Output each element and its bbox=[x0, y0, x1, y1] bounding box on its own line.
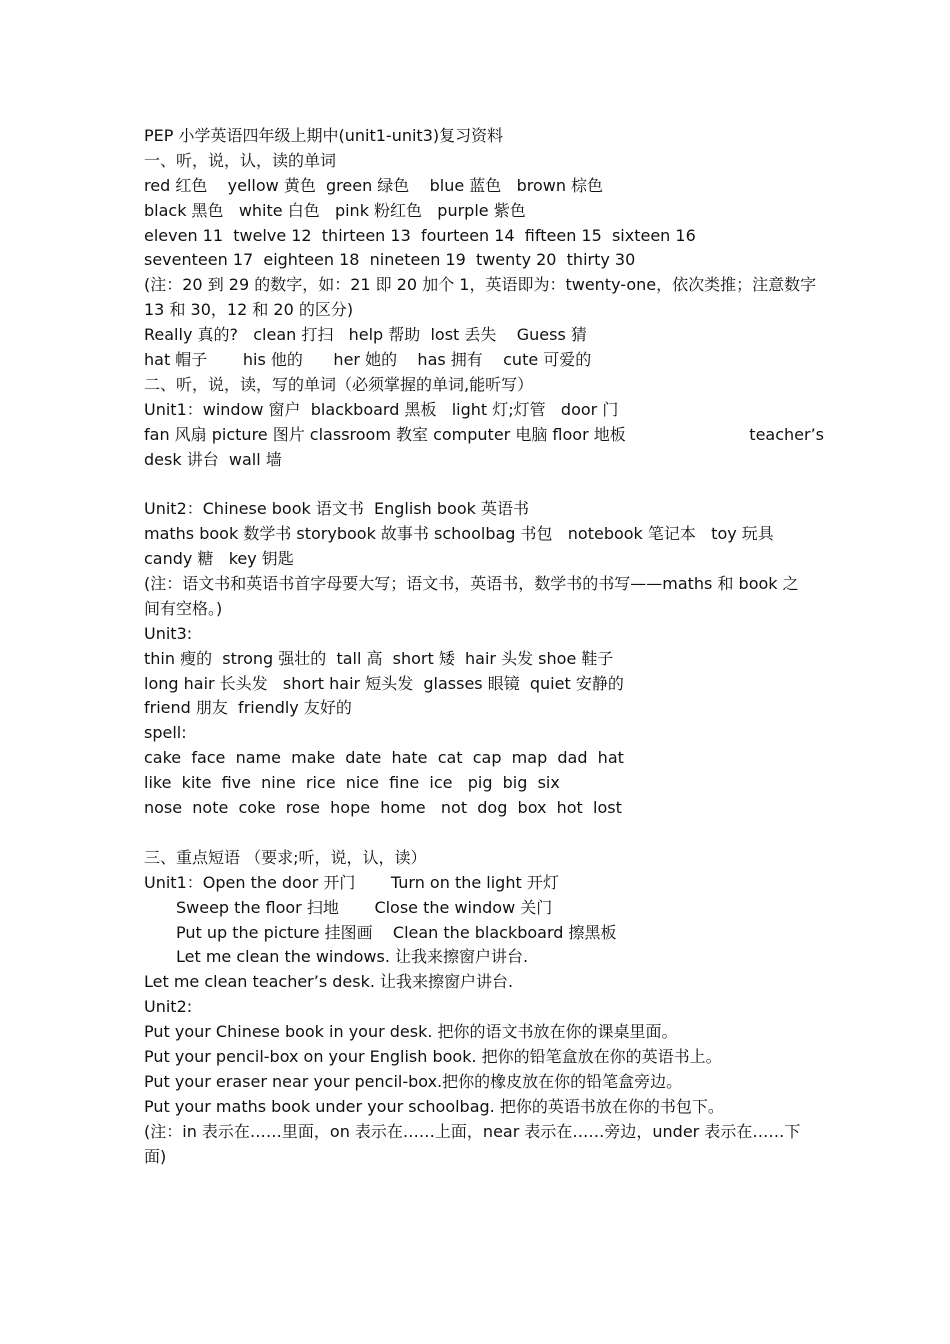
spell-line-1: cake face name make date hate cat cap map dad hat bbox=[144, 748, 624, 768]
unit1-phrases-line-4: Let me clean the windows. 让我来擦窗户讲台. bbox=[176, 947, 529, 967]
spacer bbox=[144, 472, 824, 497]
unit2-note-line-1: (注：语文书和英语书首字母要大写；语文书，英语书，数学书的书写——maths 和 book 之 bbox=[144, 574, 799, 594]
unit2-note-line-2: 间有空格。) bbox=[144, 598, 223, 618]
section-1-heading: 一、听，说，认，读的单词 bbox=[144, 150, 337, 170]
unit2-words-line-2: maths book 数学书 storybook 故事书 schoolbag 书包 notebook 笔记本 toy 玩具 bbox=[144, 524, 774, 544]
unit1-words-line-3: desk 讲台 wall 墙 bbox=[144, 449, 282, 469]
unit1-words-line-2-right: teacher’s bbox=[749, 424, 824, 444]
numbers-line-1: eleven 11 twelve 12 thirteen 13 fourteen 14 fifteen 15 sixteen 16 bbox=[144, 225, 696, 245]
unit1-phrases-line-2: Sweep the floor 扫地 Close the window 关门 bbox=[176, 897, 553, 917]
unit2-words-line-3: candy 糖 key 钥匙 bbox=[144, 549, 294, 569]
unit1-words-line-2-left: fan 风扇 picture 图片 classroom 教室 computer 电脑 floor 地板 bbox=[144, 424, 626, 444]
unit3-words-line-1: thin 瘦的 strong 强壮的 tall 高 short 矮 hair 头发 shoe 鞋子 bbox=[144, 648, 614, 668]
unit3-words-line-3: friend 朋友 friendly 友好的 bbox=[144, 698, 352, 718]
unit2-phrases-line-2: Put your pencil-box on your English book. 把你的铅笔盒放在你的英语书上。 bbox=[144, 1046, 722, 1066]
numbers-line-2: seventeen 17 eighteen 18 nineteen 19 twenty 20 thirty 30 bbox=[144, 250, 636, 270]
unit2-phrases-line-1: Put your Chinese book in your desk. 把你的语文书放在你的课桌里面。 bbox=[144, 1022, 678, 1042]
colors-line-2: black 黑色 white 白色 pink 粉红色 purple 紫色 bbox=[144, 200, 526, 220]
unit2-words-line-1: Unit2：Chinese book 语文书 English book 英语书 bbox=[144, 499, 529, 519]
unit3-words-line-2: long hair 长头发 short hair 短头发 glasses 眼镜 quiet 安静的 bbox=[144, 673, 624, 693]
spacer bbox=[144, 821, 824, 846]
numbers-note-line-2: 13 和 30，12 和 20 的区分) bbox=[144, 300, 354, 320]
unit2-phrases-heading: Unit2: bbox=[144, 997, 193, 1017]
numbers-note-line-1: (注：20 到 29 的数字，如：21 即 20 加个 1，英语即为：twenty-one，依次类推；注意数字 bbox=[144, 275, 817, 295]
unit1-words-line-2 bbox=[144, 423, 824, 448]
prepositions-note-line-2: 面) bbox=[144, 1146, 167, 1166]
unit2-phrases-line-4: Put your maths book under your schoolbag. 把你的英语书放在你的书包下。 bbox=[144, 1096, 724, 1116]
words-line-2: hat 帽子 his 他的 her 她的 has 拥有 cute 可爱的 bbox=[144, 350, 592, 370]
section-3-heading: 三、重点短语 （要求;听，说，认，读） bbox=[144, 847, 427, 867]
words-line-1: Really 真的? clean 打扫 help 帮助 lost 丢失 Guess 猜 bbox=[144, 325, 587, 345]
spell-heading: spell: bbox=[144, 723, 187, 743]
document-page bbox=[144, 124, 824, 1169]
unit3-heading: Unit3: bbox=[144, 623, 193, 643]
unit1-phrases-line-1: Unit1：Open the door 开门 Turn on the light 开灯 bbox=[144, 872, 559, 892]
section-2-heading: 二、听，说，读，写的单词（必须掌握的单词,能听写） bbox=[144, 374, 534, 394]
spell-line-2: like kite five nine rice nice fine ice pig big six bbox=[144, 773, 560, 793]
unit1-phrases-line-3: Put up the picture 挂图画 Clean the blackboard 擦黑板 bbox=[176, 922, 617, 942]
spell-line-3: nose note coke rose hope home not dog box hot lost bbox=[144, 798, 622, 818]
unit2-phrases-line-3: Put your eraser near your pencil-box.把你的橡皮放在你的铅笔盒旁边。 bbox=[144, 1071, 683, 1091]
unit1-phrases-line-5: Let me clean teacher’s desk. 让我来擦窗户讲台. bbox=[144, 972, 514, 992]
colors-line-1: red 红色 yellow 黄色 green 绿色 blue 蓝色 brown 棕色 bbox=[144, 175, 604, 195]
unit1-words-line-1: Unit1：window 窗户 blackboard 黑板 light 灯;灯管 door 门 bbox=[144, 399, 619, 419]
document-title: PEP 小学英语四年级上期中(unit1-unit3)复习资料 bbox=[144, 126, 504, 145]
prepositions-note-line-1: (注：in 表示在……里面，on 表示在……上面，near 表示在……旁边，under 表示在……下 bbox=[144, 1121, 801, 1141]
